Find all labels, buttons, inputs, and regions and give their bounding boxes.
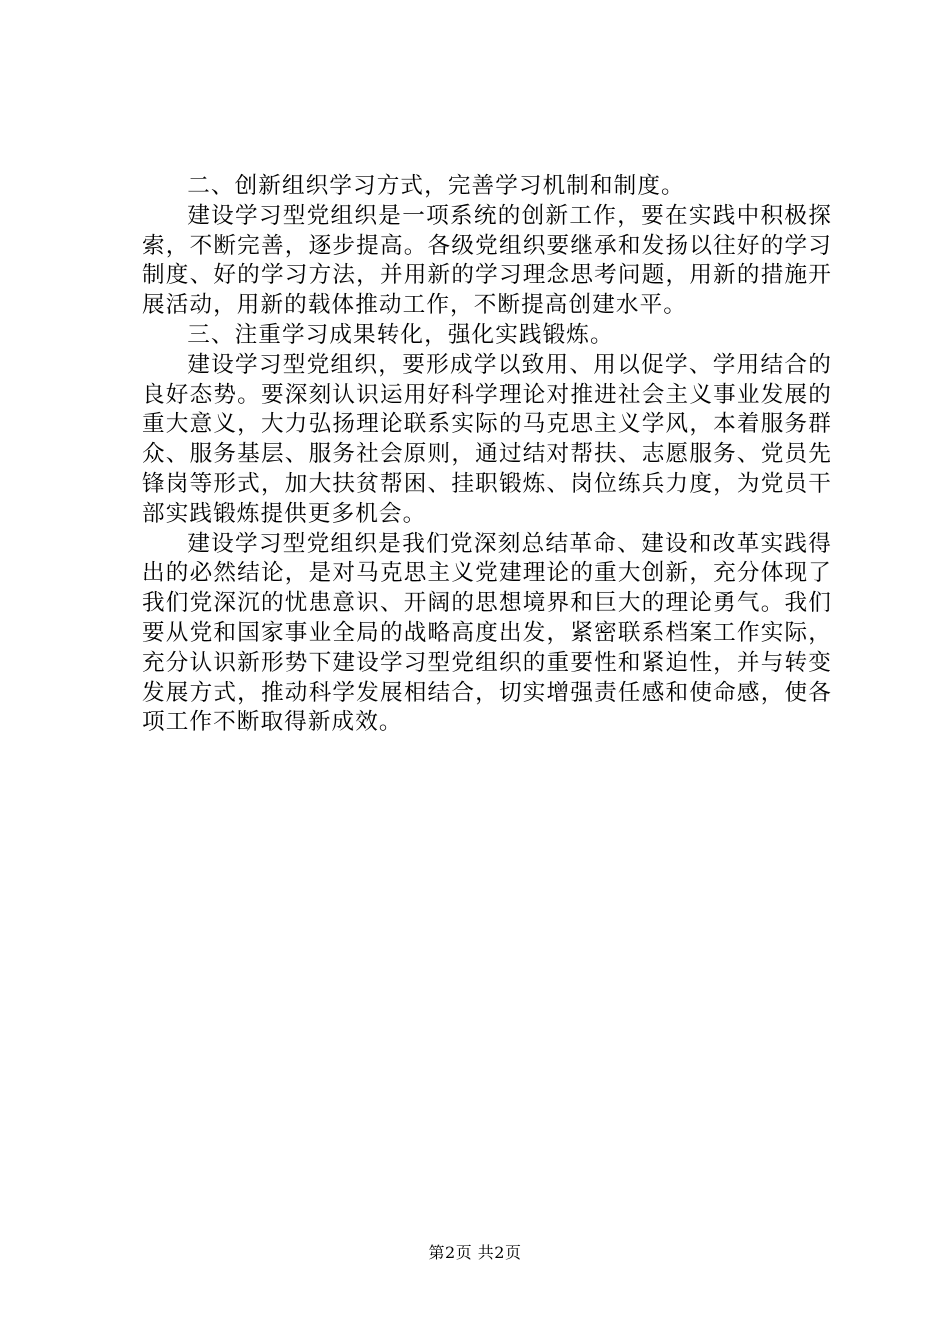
section-heading-3: 三、注重学习成果转化，强化实践锻炼。: [187, 321, 614, 348]
section-heading-2: 二、创新组织学习方式，完善学习机制和制度。: [187, 173, 685, 199]
body-paragraph: 建设学习型党组织是我们党深刻总结革命、建设和改革实践得出的必然结论，是对马克思主义党建理论的重大创新，充分体现了我们党深沉的忧患意识、开阔的思想境界和巨大的理论勇气。我们要从党和国家事业全局的战略高度出发，紧密联系档案工作实际，充分认识新形势下建设学习型党组织的重要性和紧迫性，并与转变发展方式，推动科学发展相结合，切实增强责任感和使命感，使各项工作不断取得新成效。: [142, 530, 832, 736]
document-body: [142, 172, 832, 738]
body-paragraph: 建设学习型党组织是一项系统的创新工作，要在实践中积极探索，不断完善，逐步提高。各级党组织要继承和发扬以往好的学习制度、好的学习方法，并用新的学习理念思考问题，用新的措施开展活动，用新的载体推动工作，不断提高创建水平。: [142, 202, 832, 319]
body-paragraph: 建设学习型党组织，要形成学以致用、用以促学、学用结合的良好态势。要深刻认识运用好科学理论对推进社会主义事业发展的重大意义，大力弘扬理论联系实际的马克思主义学风，本着服务群众、服务基层、服务社会原则，通过结对帮扶、志愿服务、党员先锋岗等形式，加大扶贫帮困、挂职锻炼、岗位练兵力度，为党员干部实践锻炼提供更多机会。: [142, 351, 832, 527]
page-number-footer: 第2页 共2页: [428, 1243, 522, 1262]
